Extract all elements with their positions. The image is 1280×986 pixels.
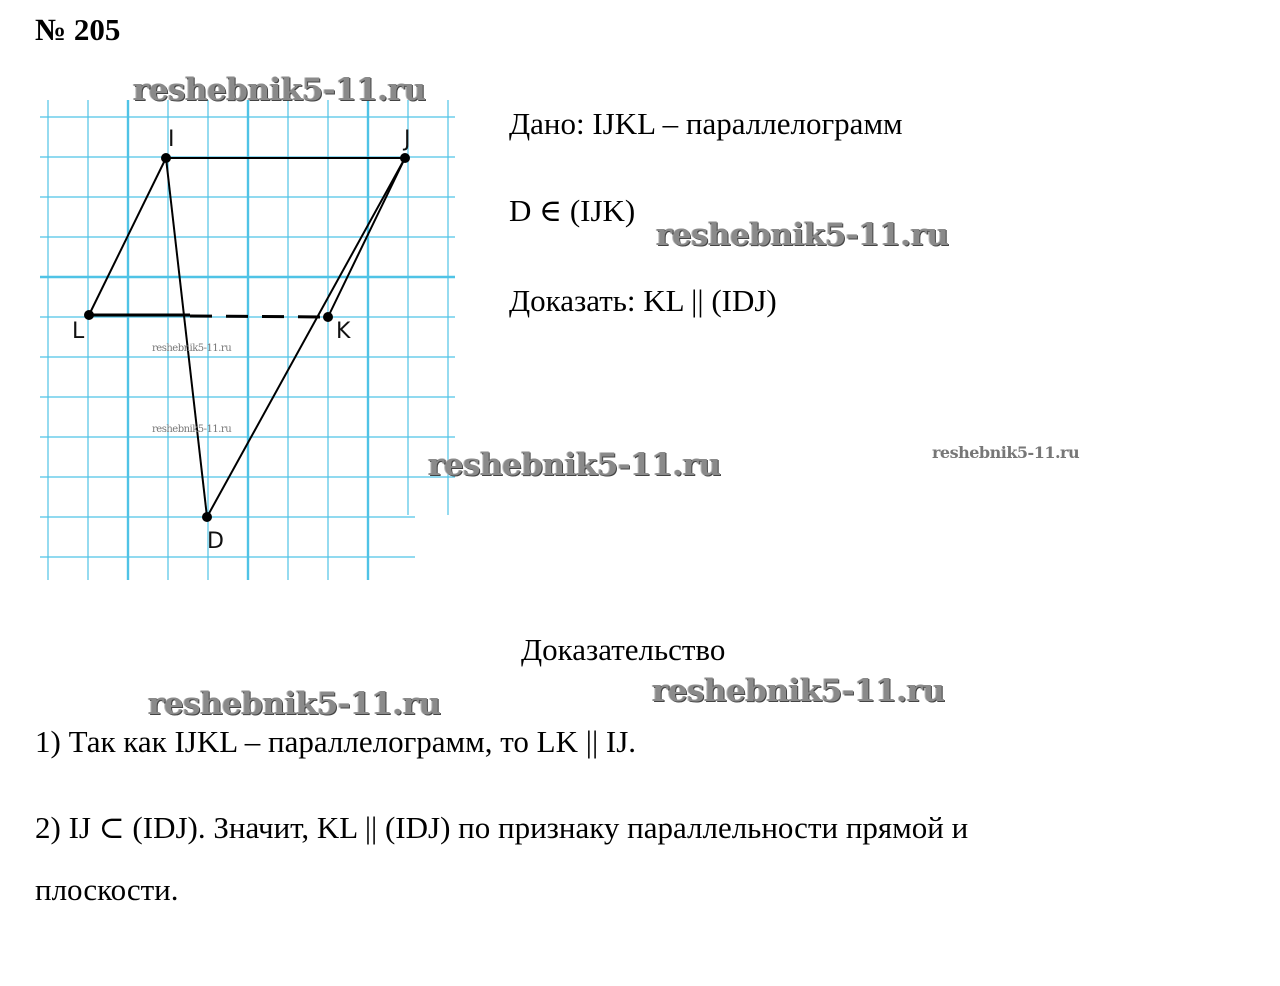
watermark: reshebnik5-11.ru bbox=[152, 343, 232, 354]
proof-heading: Доказательство bbox=[521, 632, 726, 667]
watermark: reshebnik5-11.ru bbox=[152, 424, 232, 435]
watermark: reshebnik5-11.ru bbox=[932, 443, 1080, 462]
vertex-I bbox=[161, 153, 171, 163]
vertex-K bbox=[323, 312, 333, 322]
label-I: I bbox=[168, 127, 175, 152]
label-J: J bbox=[404, 127, 411, 152]
edge-ID bbox=[166, 158, 207, 517]
given-line-2: D ∈ (IJK) bbox=[509, 193, 636, 228]
vertex-labels bbox=[72, 127, 411, 554]
watermark: reshebnik5-11.ru bbox=[652, 673, 945, 709]
vertex-J bbox=[400, 153, 410, 163]
vertex-D bbox=[202, 512, 212, 522]
watermark: reshebnik5-11.ru bbox=[148, 686, 441, 722]
grid-lines bbox=[40, 100, 455, 580]
proof-step-2-line-1: 2) IJ ⊂ (IDJ). Значит, KL || (IDJ) по признаку параллельности прямой и bbox=[35, 810, 969, 845]
watermark: reshebnik5-11.ru bbox=[428, 447, 721, 483]
edge-JD bbox=[207, 158, 405, 517]
task-number: № 205 bbox=[35, 12, 121, 47]
prove-line: Доказать: KL || (IDJ) bbox=[509, 283, 777, 318]
vertex-L bbox=[84, 310, 94, 320]
label-L: L bbox=[72, 319, 85, 344]
label-K: K bbox=[336, 319, 351, 344]
proof-step-2-line-2: плоскости. bbox=[35, 872, 179, 907]
watermark: reshebnik5-11.ru bbox=[656, 217, 949, 253]
label-D: D bbox=[207, 529, 224, 554]
proof-step-1: 1) Так как IJKL – параллелограмм, то LK || IJ. bbox=[35, 724, 637, 759]
watermark: reshebnik5-11.ru bbox=[133, 72, 426, 108]
given-line-1: Дано: IJKL – параллелограмм bbox=[509, 106, 903, 141]
